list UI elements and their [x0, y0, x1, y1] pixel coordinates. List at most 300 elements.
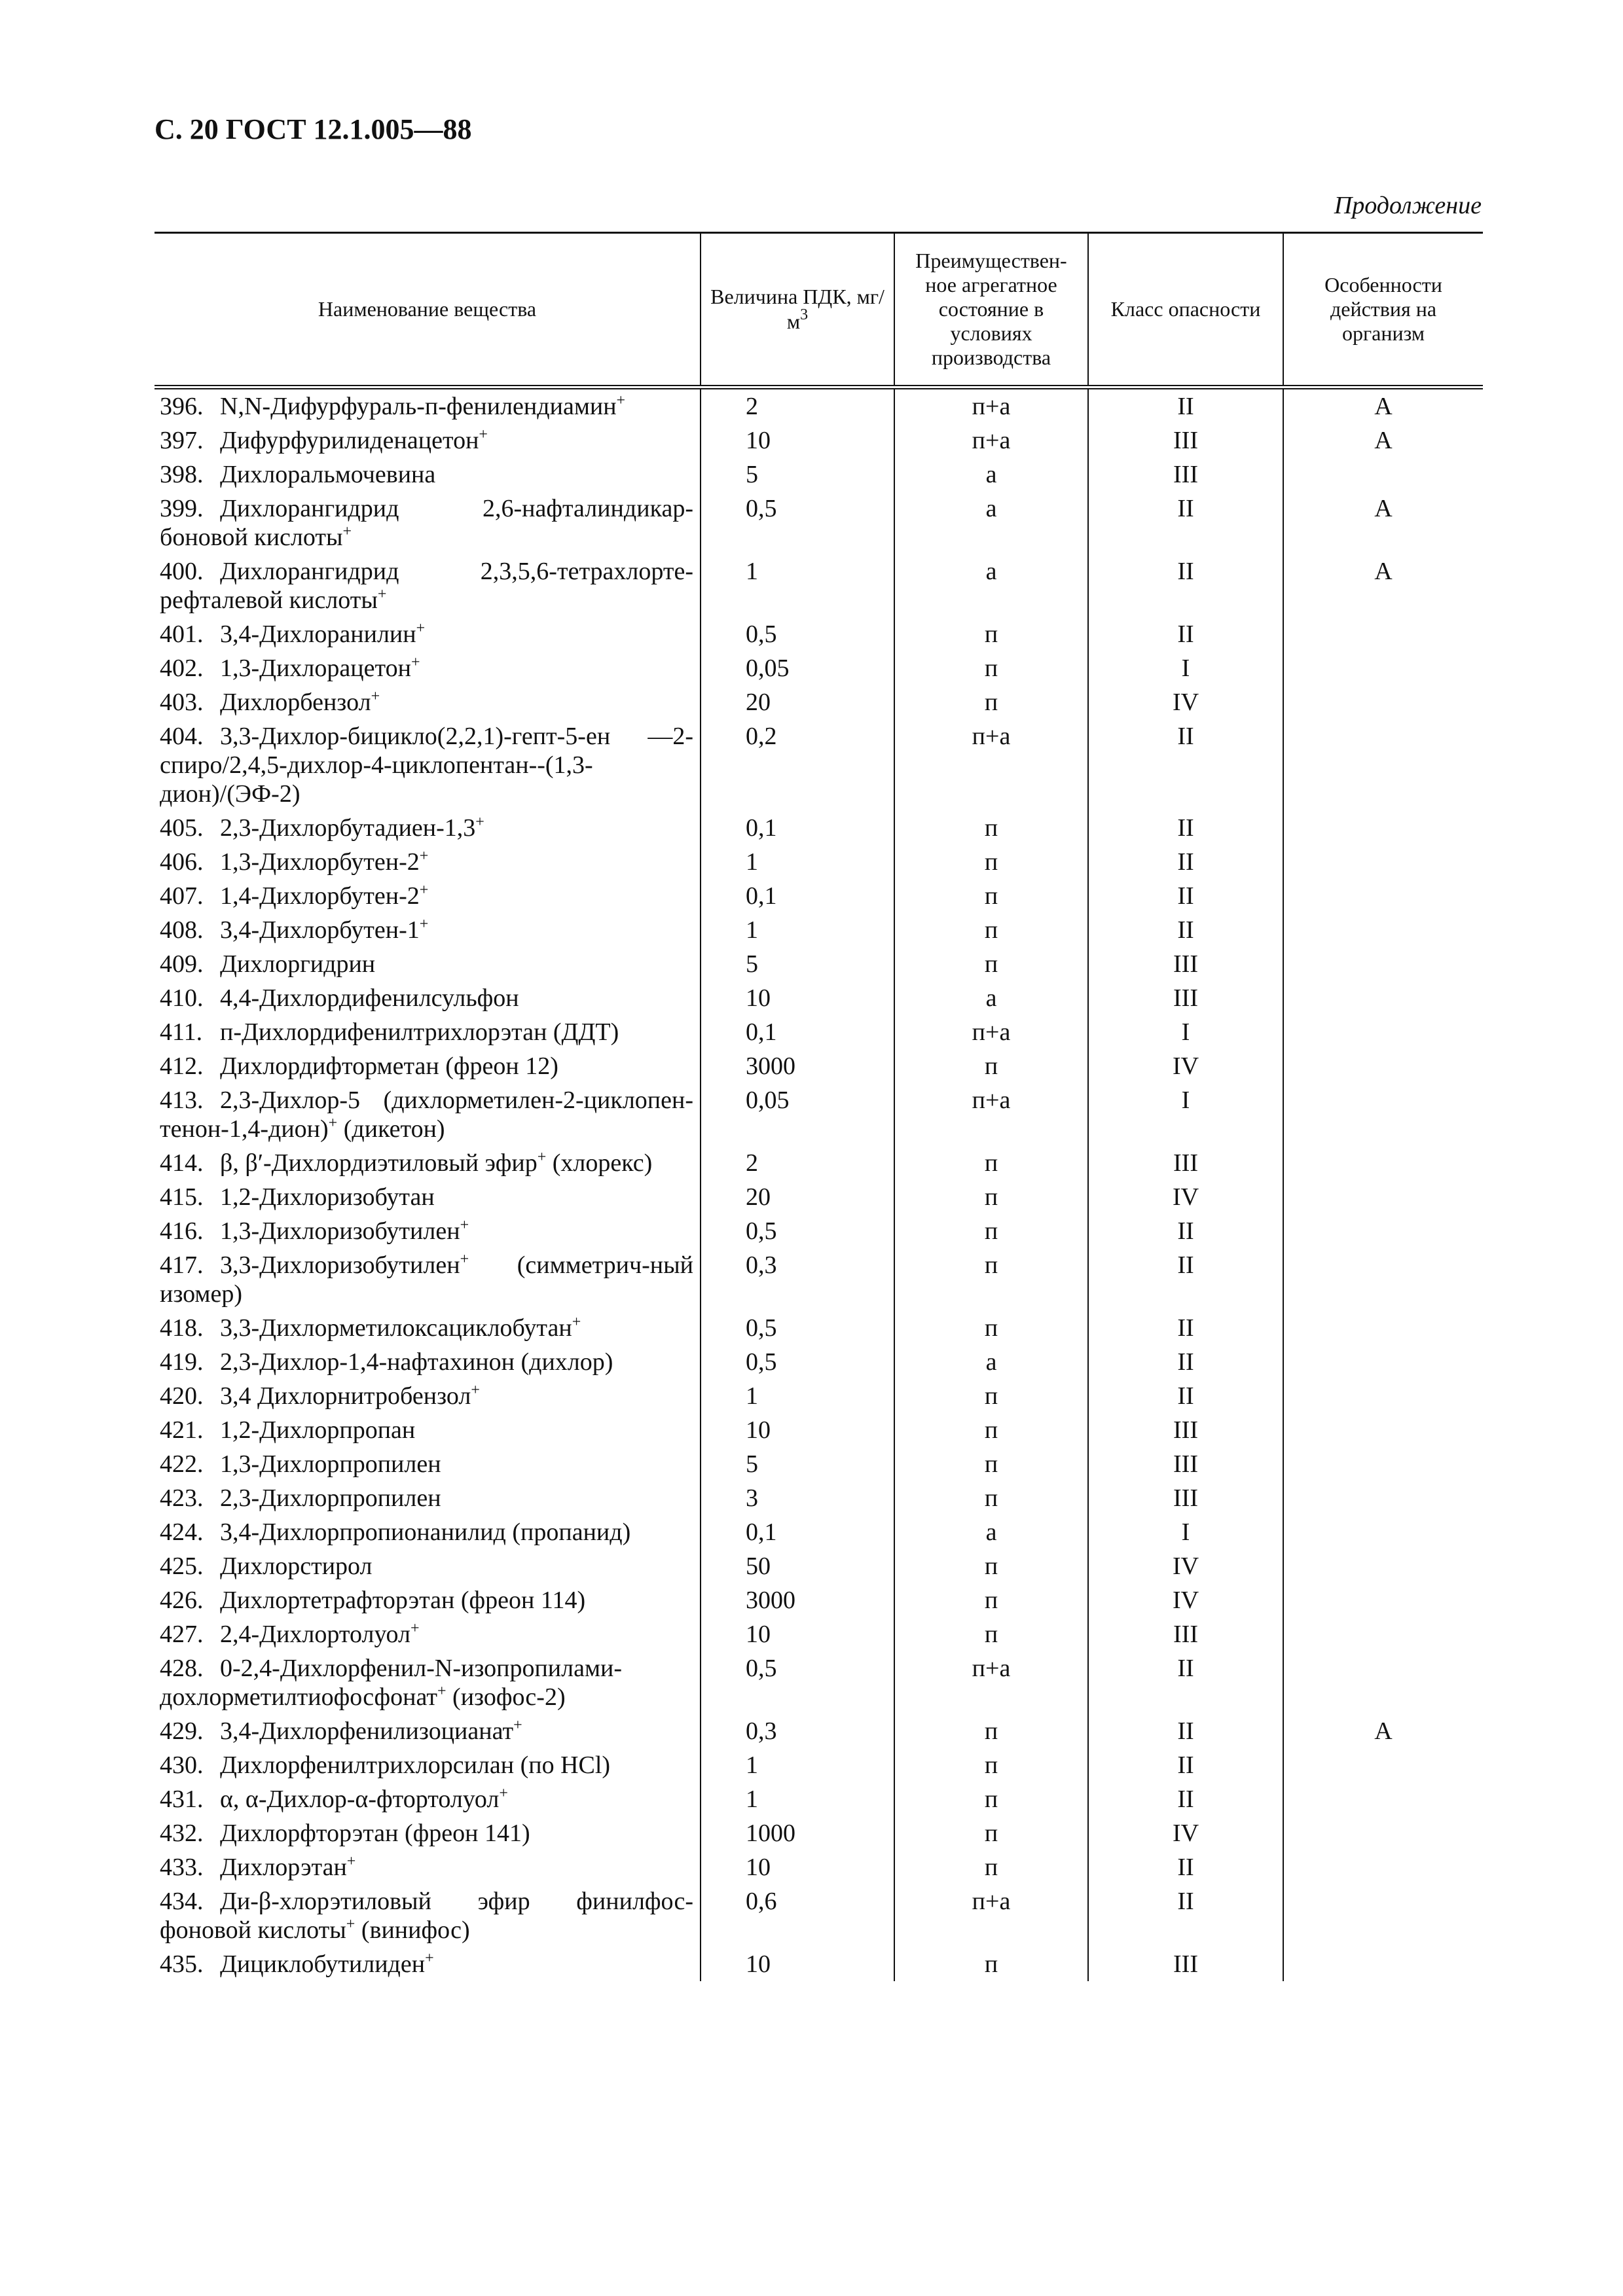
- substance-cell: [155, 1782, 701, 1816]
- hazard-class: IV: [1088, 685, 1283, 719]
- aggregate-state: п: [894, 1583, 1088, 1617]
- hazard-class: II: [1088, 1248, 1283, 1311]
- row-number: 418.: [160, 1314, 204, 1342]
- substance-cell: [155, 1214, 701, 1248]
- substance-name: 1,2-Дихлоризобутан: [220, 1183, 435, 1211]
- row-number: 396.: [160, 393, 204, 420]
- aggregate-state: п+а: [894, 1015, 1088, 1049]
- aggregate-state: п: [894, 1549, 1088, 1583]
- substance-name: Дихлортетрафторэтан (фреон 114): [220, 1587, 586, 1614]
- substance-cell: [155, 1311, 701, 1345]
- table-row: [155, 1884, 1483, 1947]
- substance-name: 1,3-Дихлоризобутилен+: [220, 1217, 469, 1245]
- row-number: 420.: [160, 1382, 204, 1410]
- hazard-class: I: [1088, 651, 1283, 685]
- row-number: 434.: [160, 1888, 204, 1915]
- hazard-class: II: [1088, 554, 1283, 617]
- row-number: 398.: [160, 461, 204, 488]
- row-number: 403.: [160, 689, 204, 716]
- table-row: [155, 1083, 1483, 1146]
- aggregate-state: п: [894, 1481, 1088, 1515]
- hazard-class: III: [1088, 1947, 1283, 1981]
- hazard-class: I: [1088, 1515, 1283, 1549]
- pdk-value: 0,5: [701, 1345, 894, 1379]
- table-row: [155, 651, 1483, 685]
- substance-cell: [155, 387, 701, 424]
- substance-name: Дихлорангидрид 2,3,5,6-тетрахлорте-рефталевой кислоты+: [160, 558, 693, 614]
- hazard-class: II: [1088, 1884, 1283, 1947]
- substance-name: 1,4-Дихлорбутен-2+: [220, 882, 429, 910]
- substance-cell: [155, 1180, 701, 1214]
- substance-cell: [155, 1850, 701, 1884]
- substance-name: 3,4-Дихлорфенилизоцианат+: [220, 1717, 522, 1745]
- table-row: [155, 685, 1483, 719]
- action-feature: [1283, 1146, 1483, 1180]
- action-feature: [1283, 811, 1483, 845]
- aggregate-state: а: [894, 1345, 1088, 1379]
- row-number: 417.: [160, 1251, 204, 1279]
- pdk-value: 20: [701, 685, 894, 719]
- pdk-value: 1000: [701, 1816, 894, 1850]
- substance-name: 1,3-Дихлорпропилен: [220, 1450, 441, 1478]
- action-feature: [1283, 1515, 1483, 1549]
- pdk-value: 10: [701, 1617, 894, 1651]
- action-feature: [1283, 1583, 1483, 1617]
- substance-cell: [155, 981, 701, 1015]
- substance-name: 2,3-Дихлор-1,4-нафтахинон (дихлор): [220, 1348, 613, 1376]
- aggregate-state: а: [894, 492, 1088, 554]
- row-number: 433.: [160, 1854, 204, 1881]
- aggregate-state: п: [894, 913, 1088, 947]
- substance-name: 2,3-Дихлорбутадиен-1,3+: [220, 814, 484, 842]
- action-feature: А: [1283, 387, 1483, 424]
- action-feature: А: [1283, 554, 1483, 617]
- aggregate-state: п: [894, 617, 1088, 651]
- substance-name: 3,3-Дихлоризобутилен+ (симметрич-ный изомер): [160, 1251, 693, 1308]
- substance-cell: [155, 1413, 701, 1447]
- table-row: [155, 1413, 1483, 1447]
- action-feature: [1283, 947, 1483, 981]
- aggregate-state: п: [894, 1248, 1088, 1311]
- pdk-value: 0,3: [701, 1714, 894, 1748]
- aggregate-state: п: [894, 1049, 1088, 1083]
- table-row: [155, 1515, 1483, 1549]
- action-feature: [1283, 1049, 1483, 1083]
- substance-cell: [155, 1146, 701, 1180]
- pdk-value: 1: [701, 1748, 894, 1782]
- action-feature: А: [1283, 1714, 1483, 1748]
- substance-name: Дихлордифторметан (фреон 12): [220, 1052, 558, 1080]
- action-feature: [1283, 651, 1483, 685]
- hazard-class: II: [1088, 913, 1283, 947]
- pdk-value: 10: [701, 423, 894, 457]
- table-row: [155, 1782, 1483, 1816]
- hazard-class: II: [1088, 811, 1283, 845]
- substance-cell: [155, 1447, 701, 1481]
- substance-cell: [155, 913, 701, 947]
- hazard-class: II: [1088, 1379, 1283, 1413]
- table-row: [155, 1180, 1483, 1214]
- substance-cell: [155, 685, 701, 719]
- hazard-class: III: [1088, 981, 1283, 1015]
- pdk-value: 20: [701, 1180, 894, 1214]
- column-header-state: Преимуществен-ное агрегатное состояние в условиях производства: [894, 233, 1088, 387]
- substance-cell: [155, 457, 701, 492]
- row-number: 415.: [160, 1183, 204, 1211]
- substance-name: Дихлоральмочевина: [220, 461, 436, 488]
- aggregate-state: а: [894, 1515, 1088, 1549]
- aggregate-state: п+а: [894, 719, 1088, 811]
- action-feature: [1283, 913, 1483, 947]
- aggregate-state: п+а: [894, 1651, 1088, 1714]
- row-number: 404.: [160, 723, 204, 750]
- aggregate-state: а: [894, 981, 1088, 1015]
- aggregate-state: п: [894, 1180, 1088, 1214]
- column-header-pdk: Величина ПДК, $мг/м^3$: [701, 233, 894, 387]
- substance-cell: [155, 1481, 701, 1515]
- pdk-value: 0,2: [701, 719, 894, 811]
- aggregate-state: п: [894, 685, 1088, 719]
- pdk-value: 2: [701, 387, 894, 424]
- row-number: 411.: [160, 1018, 203, 1046]
- hazard-class: II: [1088, 1748, 1283, 1782]
- table-row: [155, 1651, 1483, 1714]
- substance-name: 2,3-Дихлор-5 (дихлорметилен-2-циклопен-тенон-1,4-дион)+ (дикетон): [160, 1086, 693, 1143]
- substance-cell: [155, 1583, 701, 1617]
- substance-cell: [155, 1947, 701, 1981]
- substance-name: 3,3-Дихлорметилоксациклобутан+: [220, 1314, 581, 1342]
- substance-cell: [155, 554, 701, 617]
- table-row: [155, 879, 1483, 913]
- substance-name: 3,3-Дихлор-бицикло(2,2,1)-гепт-5-ен —2-спиро/2,4,5-дихлор-4-циклопентан--(1,3-дион)/(ЭФ-2): [160, 723, 693, 808]
- row-number: 412.: [160, 1052, 204, 1080]
- row-number: 401.: [160, 620, 204, 648]
- action-feature: [1283, 1248, 1483, 1311]
- aggregate-state: п: [894, 845, 1088, 879]
- pdk-value: 1: [701, 1379, 894, 1413]
- pdk-value: 5: [701, 1447, 894, 1481]
- pdk-value: 0,5: [701, 1311, 894, 1345]
- hazard-class: III: [1088, 947, 1283, 981]
- action-feature: [1283, 457, 1483, 492]
- row-number: 425.: [160, 1552, 204, 1580]
- substance-cell: [155, 1083, 701, 1146]
- table-row: [155, 913, 1483, 947]
- row-number: 402.: [160, 655, 204, 682]
- aggregate-state: п: [894, 1214, 1088, 1248]
- table-row: [155, 719, 1483, 811]
- hazard-class: IV: [1088, 1816, 1283, 1850]
- hazard-class: I: [1088, 1083, 1283, 1146]
- table-row: [155, 1549, 1483, 1583]
- pdk-value: 0,5: [701, 1651, 894, 1714]
- substance-cell: [155, 1248, 701, 1311]
- row-number: 410.: [160, 984, 204, 1012]
- substance-cell: [155, 1515, 701, 1549]
- pdk-value: 10: [701, 1947, 894, 1981]
- pdk-value: 3000: [701, 1049, 894, 1083]
- page-header: С. 20 ГОСТ 12.1.005—88: [155, 113, 472, 145]
- substance-cell: [155, 1714, 701, 1748]
- hazard-class: II: [1088, 845, 1283, 879]
- row-number: 400.: [160, 558, 204, 585]
- table-row: [155, 1714, 1483, 1748]
- action-feature: [1283, 1413, 1483, 1447]
- substance-name: N,N-Дифурфураль-п-фенилендиамин+: [220, 392, 626, 420]
- substance-cell: [155, 1884, 701, 1947]
- table-row: [155, 387, 1483, 424]
- substance-cell: [155, 651, 701, 685]
- action-feature: [1283, 879, 1483, 913]
- table-row: [155, 1015, 1483, 1049]
- substance-name: 3,4-Дихлорпропионанилид (пропанид): [220, 1518, 631, 1546]
- hazard-class: IV: [1088, 1049, 1283, 1083]
- hazard-class: IV: [1088, 1549, 1283, 1583]
- substance-cell: [155, 1049, 701, 1083]
- pdk-value: 0,05: [701, 651, 894, 685]
- action-feature: [1283, 1083, 1483, 1146]
- row-number: 435.: [160, 1950, 204, 1978]
- action-feature: [1283, 1015, 1483, 1049]
- row-number: 426.: [160, 1587, 204, 1614]
- action-feature: А: [1283, 423, 1483, 457]
- action-feature: [1283, 1549, 1483, 1583]
- hazard-class: IV: [1088, 1583, 1283, 1617]
- action-feature: [1283, 1311, 1483, 1345]
- substance-cell: [155, 1345, 701, 1379]
- substance-name: 4,4-Дихлордифенилсульфон: [220, 984, 519, 1012]
- action-feature: [1283, 1481, 1483, 1515]
- substance-name: Дихлорфторэтан (фреон 141): [220, 1820, 530, 1847]
- row-number: 429.: [160, 1717, 204, 1745]
- hazard-class: II: [1088, 1311, 1283, 1345]
- row-number: 414.: [160, 1149, 204, 1177]
- action-feature: [1283, 1748, 1483, 1782]
- row-number: 405.: [160, 814, 204, 842]
- aggregate-state: п: [894, 651, 1088, 685]
- action-feature: [1283, 1180, 1483, 1214]
- hazard-class: III: [1088, 1413, 1283, 1447]
- aggregate-state: п: [894, 1782, 1088, 1816]
- hazard-class: II: [1088, 1345, 1283, 1379]
- aggregate-state: п: [894, 1413, 1088, 1447]
- pdk-value: 1: [701, 554, 894, 617]
- substance-cell: [155, 1651, 701, 1714]
- aggregate-state: п: [894, 811, 1088, 845]
- table-row: [155, 1311, 1483, 1345]
- pdk-value: 0,5: [701, 492, 894, 554]
- substance-cell: [155, 423, 701, 457]
- action-feature: [1283, 1379, 1483, 1413]
- substance-cell: [155, 719, 701, 811]
- pdk-value: 0,1: [701, 1015, 894, 1049]
- pdk-value: 0,6: [701, 1884, 894, 1947]
- aggregate-state: п: [894, 1714, 1088, 1748]
- pdk-value: 0,5: [701, 617, 894, 651]
- pdk-value: 50: [701, 1549, 894, 1583]
- hazard-class: III: [1088, 1146, 1283, 1180]
- table-row: [155, 1850, 1483, 1884]
- row-number: 406.: [160, 848, 204, 876]
- substance-name: Дициклобутилиден+: [220, 1950, 434, 1978]
- pdk-value: 5: [701, 947, 894, 981]
- action-feature: [1283, 1782, 1483, 1816]
- pdk-value: 10: [701, 1850, 894, 1884]
- action-feature: [1283, 981, 1483, 1015]
- hazard-class: II: [1088, 1714, 1283, 1748]
- aggregate-state: п: [894, 1947, 1088, 1981]
- row-number: 424.: [160, 1518, 204, 1546]
- substance-name: Дихлорэтан+: [220, 1853, 356, 1881]
- substance-name: α, α-Дихлор-α-фтортолуол+: [220, 1785, 508, 1813]
- substance-cell: [155, 811, 701, 845]
- action-feature: [1283, 1816, 1483, 1850]
- action-feature: [1283, 1447, 1483, 1481]
- pdk-value: 0,3: [701, 1248, 894, 1311]
- action-feature: [1283, 1617, 1483, 1651]
- pdk-value: 0,1: [701, 1515, 894, 1549]
- substance-cell: [155, 1617, 701, 1651]
- table-row: [155, 811, 1483, 845]
- row-number: 409.: [160, 950, 204, 978]
- pdk-value: 3: [701, 1481, 894, 1515]
- continuation-label: Продолжение: [1334, 192, 1482, 219]
- substance-name: 1,3-Дихлорацетон+: [220, 654, 420, 682]
- pdk-value: 0,05: [701, 1083, 894, 1146]
- substance-cell: [155, 1748, 701, 1782]
- column-header-name: Наименование вещества: [155, 233, 701, 387]
- action-feature: [1283, 1345, 1483, 1379]
- hazard-class: II: [1088, 719, 1283, 811]
- substance-name: 2,4-Дихлортолуол+: [220, 1620, 420, 1648]
- substance-name: Дихлоргидрин: [220, 950, 376, 978]
- aggregate-state: п: [894, 1379, 1088, 1413]
- hazard-class: IV: [1088, 1180, 1283, 1214]
- action-feature: [1283, 685, 1483, 719]
- table-row: [155, 617, 1483, 651]
- pdk-value: 10: [701, 981, 894, 1015]
- pdk-value: 1: [701, 913, 894, 947]
- pdk-value: 3000: [701, 1583, 894, 1617]
- row-number: 432.: [160, 1820, 204, 1847]
- substance-cell: [155, 492, 701, 554]
- aggregate-state: п: [894, 1447, 1088, 1481]
- hazard-class: II: [1088, 1651, 1283, 1714]
- table-row: [155, 1617, 1483, 1651]
- aggregate-state: п: [894, 1850, 1088, 1884]
- pdk-value: 10: [701, 1413, 894, 1447]
- column-header-class: Класс опасности: [1088, 233, 1283, 387]
- table-header: [155, 233, 1483, 387]
- table-body: [155, 387, 1483, 1982]
- hazard-class: II: [1088, 1850, 1283, 1884]
- substance-name: 0-2,4-Дихлорфенил-N-изопропилами-дохлорметилтиофосфонат+ (изофос-2): [160, 1655, 623, 1711]
- aggregate-state: п: [894, 1748, 1088, 1782]
- hazard-class: III: [1088, 1447, 1283, 1481]
- row-number: 430.: [160, 1751, 204, 1779]
- hazard-class: III: [1088, 457, 1283, 492]
- aggregate-state: п: [894, 1617, 1088, 1651]
- substance-name: Дихлорфенилтрихлорсилан (по HCl): [220, 1751, 611, 1779]
- aggregate-state: п: [894, 947, 1088, 981]
- table-row: [155, 1748, 1483, 1782]
- table-row: [155, 423, 1483, 457]
- aggregate-state: а: [894, 554, 1088, 617]
- table-row: [155, 981, 1483, 1015]
- hazard-class: II: [1088, 1782, 1283, 1816]
- substance-name: 3,4-Дихлорбутен-1+: [220, 916, 429, 944]
- table-row: [155, 1481, 1483, 1515]
- table-row: [155, 1049, 1483, 1083]
- substance-name: п-Дихлордифенилтрихлорэтан (ДДТ): [220, 1018, 619, 1046]
- substance-name: Дихлорангидрид 2,6-нафталиндикар-боновой кислоты+: [160, 495, 693, 551]
- aggregate-state: п: [894, 1146, 1088, 1180]
- table-row: [155, 947, 1483, 981]
- row-number: 431.: [160, 1785, 204, 1813]
- table-row: [155, 554, 1483, 617]
- hazard-class: II: [1088, 617, 1283, 651]
- action-feature: [1283, 845, 1483, 879]
- row-number: 422.: [160, 1450, 204, 1478]
- column-header-features: Особенности действия на организм: [1283, 233, 1483, 387]
- action-feature: А: [1283, 492, 1483, 554]
- aggregate-state: п+а: [894, 1884, 1088, 1947]
- hazard-class: II: [1088, 492, 1283, 554]
- row-number: 428.: [160, 1655, 204, 1682]
- table-row: [155, 1947, 1483, 1981]
- table-row: [155, 1248, 1483, 1311]
- row-number: 427.: [160, 1621, 204, 1648]
- substance-cell: [155, 617, 701, 651]
- aggregate-state: а: [894, 457, 1088, 492]
- pdk-value: 0,1: [701, 879, 894, 913]
- table-row: [155, 1146, 1483, 1180]
- hazard-class: I: [1088, 1015, 1283, 1049]
- hazard-class: II: [1088, 879, 1283, 913]
- substance-cell: [155, 947, 701, 981]
- action-feature: [1283, 617, 1483, 651]
- substance-cell: [155, 845, 701, 879]
- table-row: [155, 457, 1483, 492]
- table-row: [155, 845, 1483, 879]
- table-row: [155, 492, 1483, 554]
- row-number: 423.: [160, 1484, 204, 1512]
- hazard-class: II: [1088, 1214, 1283, 1248]
- substance-cell: [155, 1379, 701, 1413]
- pdk-value: 5: [701, 457, 894, 492]
- substance-name: 1,3-Дихлорбутен-2+: [220, 848, 429, 876]
- row-number: 416.: [160, 1217, 204, 1245]
- aggregate-state: п: [894, 879, 1088, 913]
- substance-name: Дифурфурилиденацетон+: [220, 426, 488, 454]
- action-feature: [1283, 1947, 1483, 1981]
- substance-name: 3,4-Дихлоранилин+: [220, 620, 426, 648]
- hazard-class: II: [1088, 387, 1283, 424]
- action-feature: [1283, 1651, 1483, 1714]
- row-number: 421.: [160, 1416, 204, 1444]
- substance-name: Ди-β-хлорэтиловый эфир финилфос-фоновой кислоты+ (винифос): [160, 1888, 694, 1944]
- row-number: 419.: [160, 1348, 204, 1376]
- substance-name: Дихлорбензол+: [220, 688, 380, 716]
- pdk-value: 1: [701, 845, 894, 879]
- row-number: 399.: [160, 495, 204, 522]
- substances-table: [155, 232, 1483, 1981]
- aggregate-state: п+а: [894, 1083, 1088, 1146]
- substance-cell: [155, 1549, 701, 1583]
- substance-cell: [155, 1015, 701, 1049]
- hazard-class: III: [1088, 1481, 1283, 1515]
- table-row: [155, 1583, 1483, 1617]
